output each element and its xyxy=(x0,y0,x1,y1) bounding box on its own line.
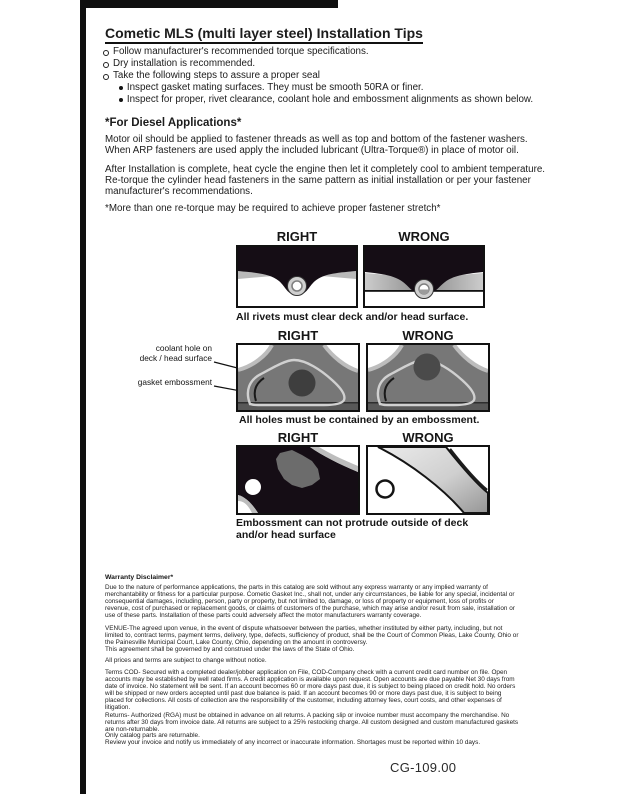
diagram-rivet-right xyxy=(236,245,358,308)
disclaimer-catalog-returnable-paragraph: Only catalog parts are returnable. Review your invoice and notify us immediately of any incorrect or inaccurate information. Shortages must be reported within 10 days. xyxy=(105,732,481,746)
open-bullet-icon xyxy=(103,74,109,80)
row1-wrong-label: WRONG xyxy=(398,229,450,244)
disclaimer-prices-paragraph: All prices and terms are subject to change without notice. xyxy=(105,657,267,664)
bullet-text: Take the following steps to assure a proper seal xyxy=(113,70,320,82)
diagram-embossment-right xyxy=(236,343,360,412)
diesel-paragraph-1: Motor oil should be applied to fastener threads as well as top and bottom of the fastener washers. When ARP fasteners are used apply the included lubricant (Ultra-Torque®) in place of motor oil. xyxy=(105,134,528,156)
page-title: Cometic MLS (multi layer steel) Installation Tips xyxy=(105,25,423,44)
row2-wrong-label: WRONG xyxy=(402,328,454,343)
row1-caption: All rivets must clear deck and/or head surface. xyxy=(236,311,469,323)
diagram-protrusion-wrong xyxy=(366,445,490,515)
diesel-section-heading: *For Diesel Applications* xyxy=(105,117,242,129)
coolant-hole-annotation: coolant hole on deck / head surface xyxy=(139,343,212,363)
tips-bullet-list xyxy=(103,46,369,83)
row2-caption: All holes must be contained by an embossment. xyxy=(239,414,480,426)
bullet-text: Inspect for proper, rivet clearance, coolant hole and embossment alignments as shown below. xyxy=(126,94,534,106)
tips-sub-bullet-list xyxy=(119,82,533,106)
bullet-text: Dry installation is recommended. xyxy=(113,58,256,70)
diesel-paragraph-2: After Installation is complete, heat cycle the engine then let it completely cool to ambient temperature. Re-torque the cylinder head fasteners in the same pattern as initial installation or per your fastener manufacturer's recommendations. xyxy=(105,164,546,197)
list-item xyxy=(103,70,369,82)
filled-bullet-icon xyxy=(119,86,123,90)
bullet-text: Follow manufacturer's recommended torque specifications. xyxy=(113,46,369,57)
warranty-disclaimer-heading: Warranty Disclaimer* xyxy=(105,574,174,581)
retorque-note: *More than one re-torque may be required to achieve proper fastener stretch* xyxy=(105,203,441,214)
row2-right-label: RIGHT xyxy=(277,328,319,343)
gasket-embossment-annotation: gasket embossment xyxy=(137,377,212,387)
bullet-text: Inspect gasket mating surfaces. They must be smooth 50RA or finer. xyxy=(126,82,424,93)
diagram-rivet-wrong xyxy=(363,245,485,308)
disclaimer-returns-paragraph: Returns- Authorized (RGA) must be obtained in advance on all returns. A packing slip or invoice number must accompany the merchandise. No returns after 30 days from invoice date. All returns are subject to a 25% restocking charge. All custom designed and custom manufactured gaskets are non-returnable. xyxy=(105,712,519,733)
row3-caption: Embossment can not protrude outside of deck and/or head surface xyxy=(236,517,469,541)
row3-right-label: RIGHT xyxy=(277,430,319,445)
disclaimer-venue-paragraph: VENUE-The agreed upon venue, in the event of dispute whatsoever between the parties, whether instituted by either party, including, but not limited to, contract terms, payment terms, delivery, type, defects, sufficiency of product, shall be the Court of Common Pleas, Lake County, Ohio or the Painesville Municipal Court, Lake County, Ohio, depending on the amount in controversy. This agreement shall be governed by and construed under the laws of the State of Ohio. xyxy=(105,625,519,653)
open-bullet-icon xyxy=(103,50,109,56)
list-item xyxy=(103,46,369,58)
row3-wrong-label: WRONG xyxy=(402,430,454,445)
list-item xyxy=(103,58,369,70)
document-code: CG-109.00 xyxy=(390,760,457,775)
list-item xyxy=(119,82,533,94)
disclaimer-terms-paragraph: Terms COD- Secured with a completed dealer/jobber application on File, COD-Company check with a current credit card number on file. Open accounts may be established by well rated firms. A credit application is available upon request. Open accounts are due payable Net 30 days from date of invoice. No statement will be sent. If an account becomes 60 or more days past due, it is subject to being placed on credit hold. No orders will be shipped or new orders accepted until past due balance is paid. If an account becomes 90 or more days past due, it is subject to being placed for collections. All costs of collection are the responsibility of the customer, including attorney fees, court costs, and other expenses of litigation. xyxy=(105,669,516,711)
list-item xyxy=(119,94,533,106)
page-edge-vertical-mark xyxy=(80,0,86,794)
diagram-embossment-wrong xyxy=(366,343,490,412)
page-edge-horizontal-mark xyxy=(80,0,338,8)
diagram-protrusion-right xyxy=(236,445,360,515)
filled-bullet-icon xyxy=(119,98,123,102)
disclaimer-warranty-paragraph: Due to the nature of performance applications, the parts in this catalog are sold without any express warranty or any implied warranty of merchantability or fitness for a particular purpose. Cometic Gasket Inc., shall not, under any circumstances, be liable for any special, incidental or consequential damages, including, person, party or property, but not limited to, damage, or loss of property or equipment, loss of profits or revenue, cost of purchased or replacement goods, or claims of customers of the purchase, which may arise and/or result from sale, installation or use of these parts. Installation of these parts could adversely affect the motor manufacturers warranty coverage. xyxy=(105,584,515,619)
open-bullet-icon xyxy=(103,62,109,68)
row1-right-label: RIGHT xyxy=(276,229,318,244)
